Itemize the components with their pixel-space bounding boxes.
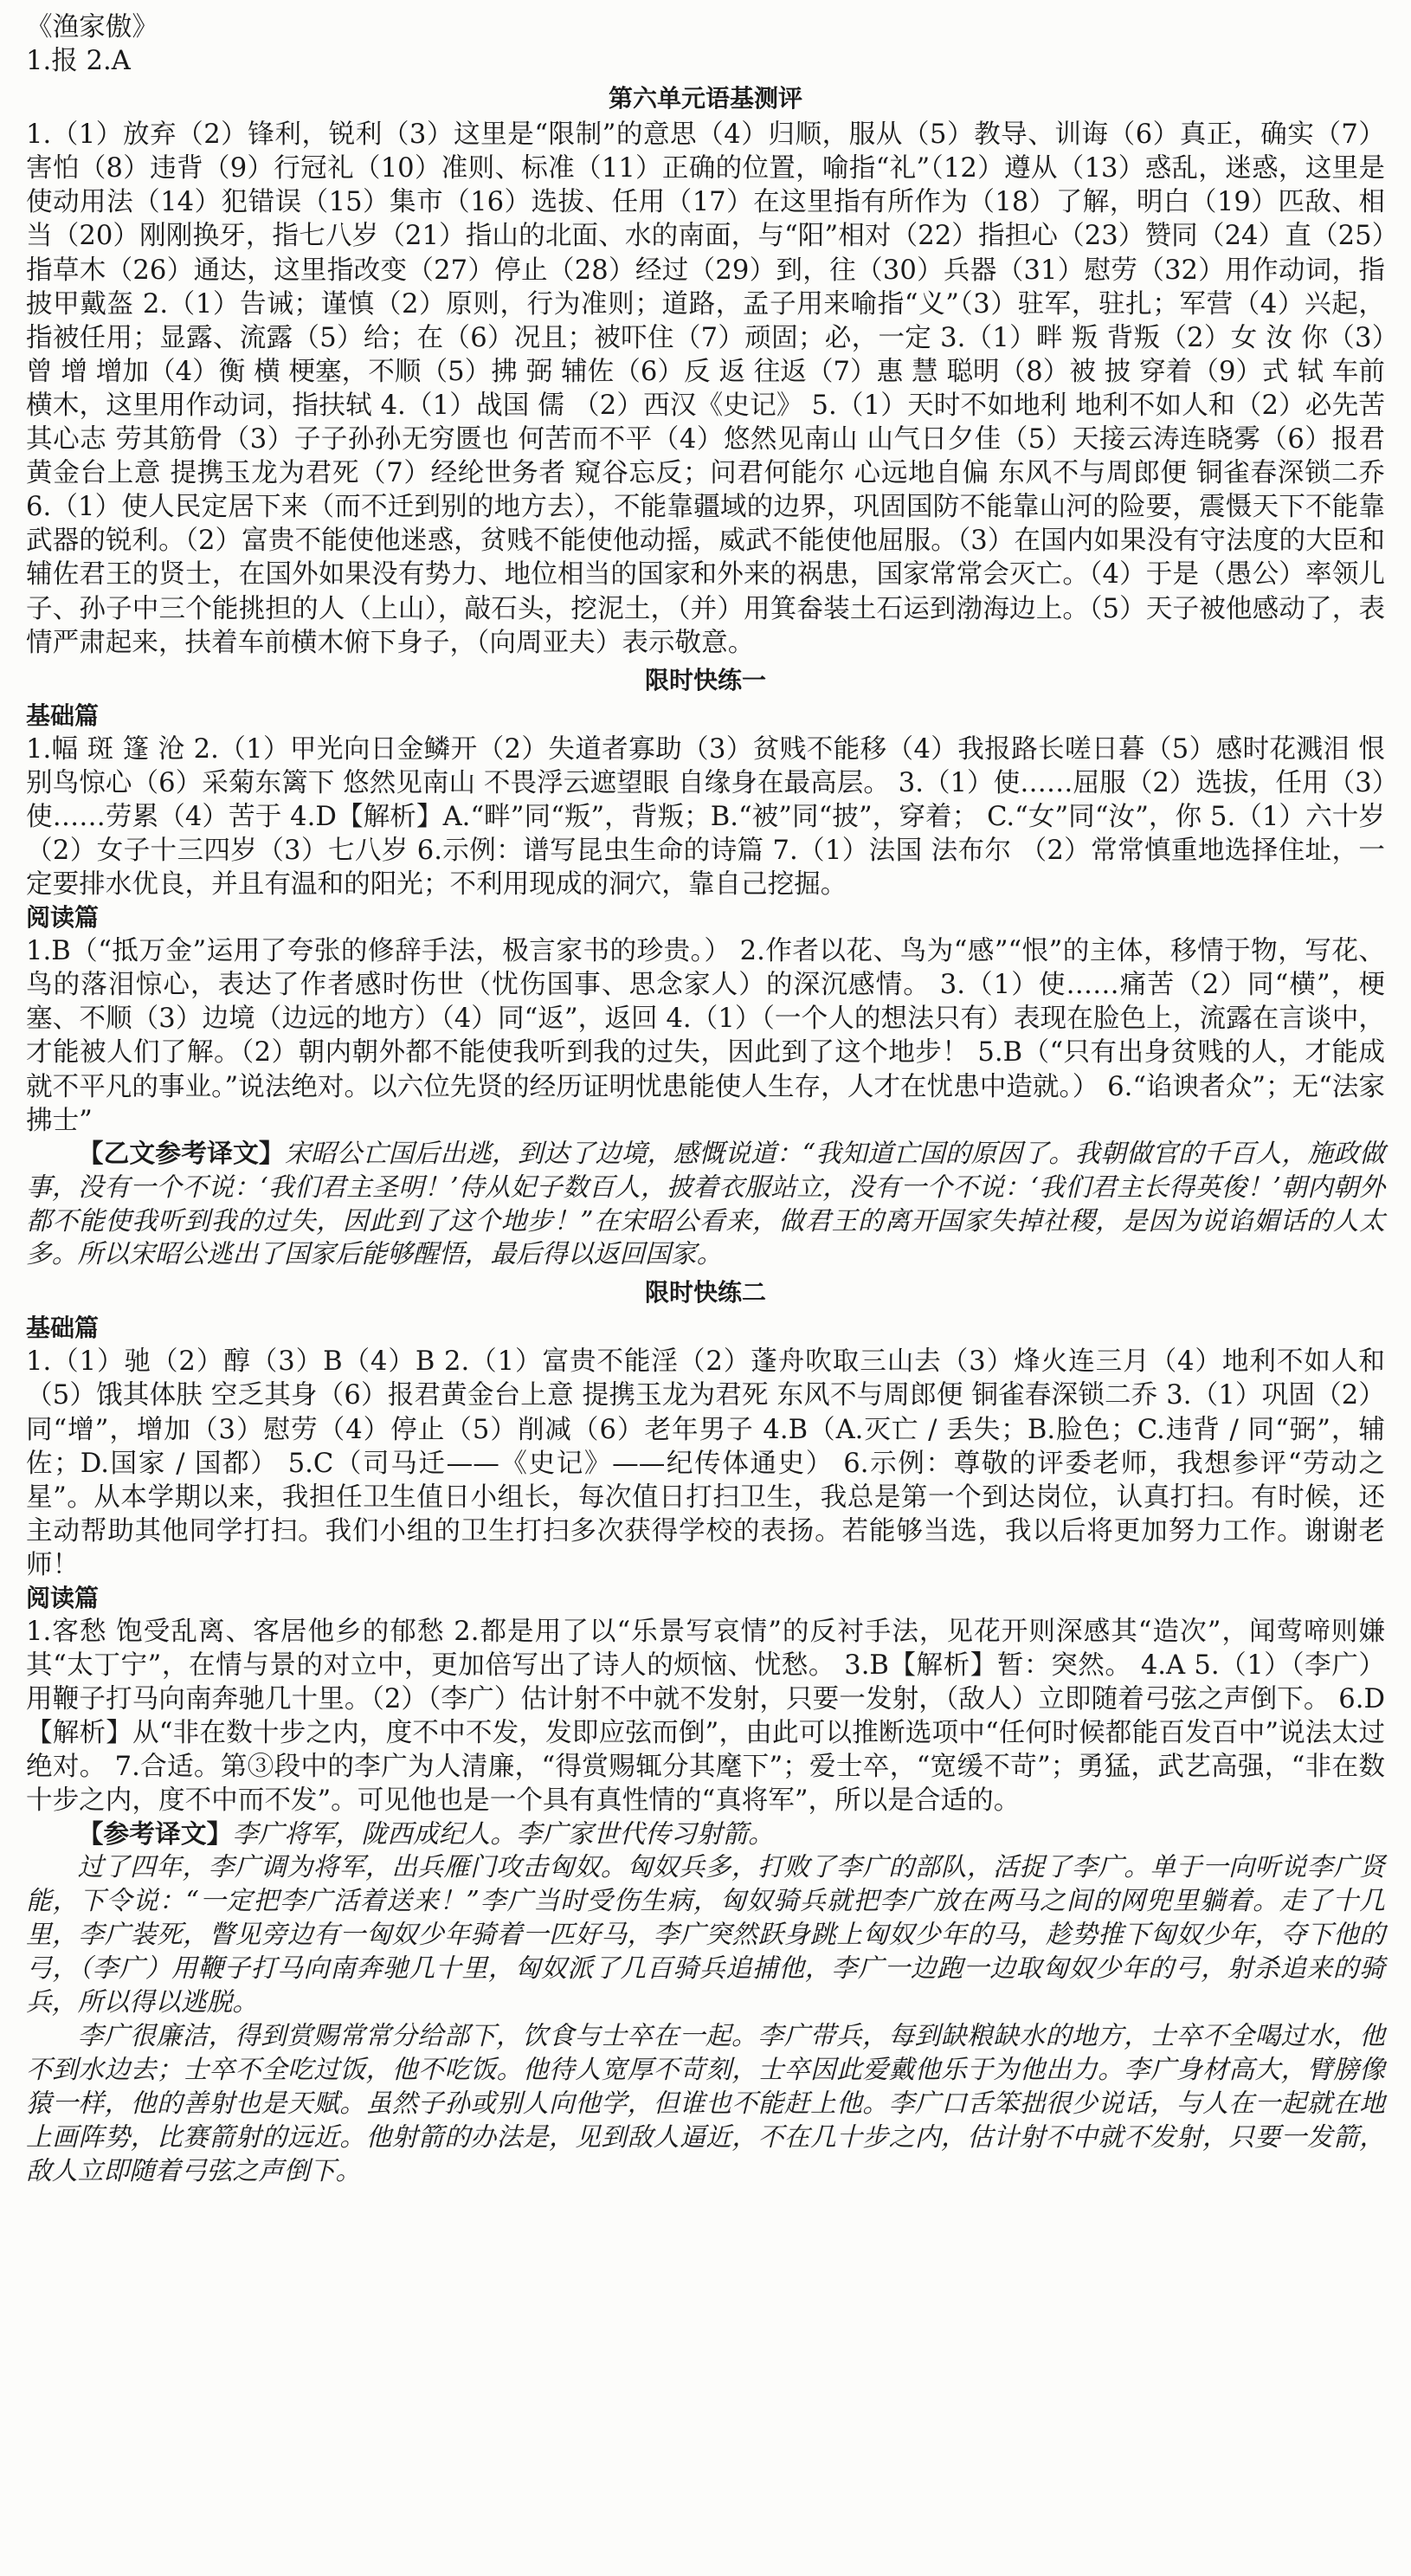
drill2-translation-intro bbox=[26, 1818, 1385, 1852]
poem-answers: 1.报 2.A bbox=[26, 46, 131, 77]
poem-title: 《渔家傲》 bbox=[26, 12, 158, 42]
drill2-basics-label: 基础篇 bbox=[26, 1314, 100, 1343]
section-heading-drill2: 限时快练二 bbox=[644, 1278, 766, 1307]
drill1-reading-answers: 1.B（“抵万金”运用了夸张的修辞手法，极言家书的珍贵。） 2.作者以花、鸟为“感”“恨”的主体，移情于物，写花、鸟的落泪惊心，表达了作者感时伤世（忧伤国事、思念家人）的深沉感情。 3.（1）使……痛苦（2）同“横”，梗塞、不顺（3）边境（边远的地方）（4）同“返”，返回 4.（1）（一个人的想法只有）表现在脸色上，流露在言谈中，才能被人们了解。（2）朝内朝外都不能使我听到我的过失，因此到了这个地步！ 5.B（“只有出身贫贱的人，才能成就不平凡的事业。”说法绝对。以六位先贤的经历证明忧患能使人生存，人才在忧患中造就。） 6.“谄谀者众”；无“法家拂士” bbox=[26, 936, 1385, 1136]
drill2-translation-para-3: 李广很廉洁，得到赏赐常常分给部下，饮食与士卒在一起。李广带兵，每到缺粮缺水的地方，士卒不全喝过水，他不到水边去；士卒不全吃过饭，他不吃饭。他待人宽厚不苛刻，士卒因此爱戴他乐于为他出力。李广身材高大，臂膀像猿一样，他的善射也是天赋。虽然子孙或别人向他学，但谁也不能赶上他。李广口舌笨拙很少说话，与人在一起就在地上画阵势，比赛箭射的远近。他射箭的办法是，见到敌人逼近，不在几十步之内，估计射不中就不发射，只要一发箭，敌人立即随着弓弦之声倒下。 bbox=[26, 2021, 1385, 2186]
drill2-reading-answers: 1.客愁 饱受乱离、客居他乡的郁愁 2.都是用了以“乐景写哀情”的反衬手法，见花开则深感其“造次”，闻莺啼则嫌其“太丁宁”，在情与景的对立中，更加倍写出了诗人的烦恼、忧愁。 3.B【解析】暂：突然。 4.A 5.（1）（李广）用鞭子打马向南奔驰几十里。（2）（李广）估计射不中就不发射，只要一发射，（敌人）立即随着弓弦之声倒下。 6.D【解析】从“非在数十步之内，度不中不发，发即应弦而倒”，由此可以推断选项中“任何时候都能百发百中”说法太过绝对。 7.合适。第③段中的李广为人清廉，“得赏赐辄分其麾下”；爱士卒，“宽缓不苛”；勇猛，武艺高强，“非在数十步之内，度不中而不发”。可见他也是一个具有真性情的“真将军”，所以是合适的。 bbox=[26, 1617, 1385, 1817]
drill1-translation bbox=[26, 1138, 1385, 1273]
drill1-basics-label: 基础篇 bbox=[26, 700, 100, 730]
drill2-translation-text-1: 李广将军，陇西成纪人。李广家世代传习射箭。 bbox=[232, 1818, 775, 1850]
drill1-basics-answers: 1.幅 斑 篷 沧 2.（1）甲光向日金鳞开（2）失道者寡助（3）贫贱不能移（4）我报路长嗟日暮（5）感时花溅泪 恨别鸟惊心（6）采菊东篱下 悠然见南山 不畏浮云遮望眼 自缘身在最高层。 3.（1）使……屈服（2）选拔，任用（3）使……劳累（4）苦于 4.D【解析】A.“畔”同“叛”，背叛；B.“被”同“披”，穿着； C.“女”同“汝”，你 5.（1）六十岁 （2）女子十三四岁（3）七八岁 6.示例：谱写昆虫生命的诗篇 7.（1）法国 法布尔 （2）常常慎重地选择住址，一定要排水优良，并且有温和的阳光；不利用现成的洞穴，靠自己挖掘。 bbox=[26, 733, 1385, 901]
section-heading-unit6: 第六单元语基测评 bbox=[608, 84, 802, 113]
drill1-reading-label: 阅读篇 bbox=[26, 903, 100, 933]
drill2-translation-para-2: 过了四年，李广调为将军，出兵雁门攻击匈奴。匈奴兵多，打败了李广的部队，活捉了李广。单于一向听说李广贤能，下令说：“一定把李广活着送来！”李广当时受伤生病，匈奴骑兵就把李广放在两马之间的网兜里躺着。走了十几里，李广装死，瞥见旁边有一匈奴少年骑着一匹好马，李广突然跃身跳上匈奴少年的马，趁势推下匈奴少年，夺下他的弓，（李广）用鞭子打马向南奔驰几十里，匈奴派了几百骑兵追捕他，李广一边跑一边取匈奴少年的弓，射杀追来的骑兵，所以得以逃脱。 bbox=[26, 1852, 1385, 2018]
drill2-basics-answers: 1.（1）驰（2）醇（3）B（4）B 2.（1）富贵不能淫（2）蓬舟吹取三山去（3）烽火连三月（4）地利不如人和（5）饿其体肤 空乏其身（6）报君黄金台上意 提携玉龙为君死 东风不与周郎便 铜雀春深锁二乔 3.（1）巩固（2）同“增”，增加（3）慰劳（4）停止（5）削减（6）老年男子 4.B（A.灭亡 / 丢失；B.脸色；C.违背 / 同“弼”，辅佐；D.国家 / 国都） 5.C（司马迁——《史记》——纪传体通史） 6.示例：尊敬的评委老师，我想参评“劳动之星”。从本学期以来，我担任卫生值日小组长，每次值日打扫卫生，我总是第一个到达岗位，认真打扫。有时候，还主动帮助其他同学打扫。我们小组的卫生打扫多次获得学校的表扬。若能够当选，我以后将更加努力工作。谢谢老师！ bbox=[26, 1346, 1385, 1580]
drill2-translation-label: 【参考译文】 bbox=[77, 1818, 233, 1850]
drill1-translation-label: 【乙文参考译文】 bbox=[77, 1138, 285, 1169]
section-heading-drill1: 限时快练一 bbox=[644, 665, 766, 694]
drill2-reading-label: 阅读篇 bbox=[26, 1584, 100, 1612]
unit6-answers: 1.（1）放弃（2）锋利，锐利（3）这里是“限制”的意思（4）归顺，服从（5）教导、训诲（6）真正，确实（7）害怕（8）违背（9）行冠礼（10）准则、标准（11）正确的位置，喻指“礼”（12）遵从（13）惑乱，迷惑，这里是使动用法（14）犯错误（15）集市（16）选拔、任用（17）在这里指有所作为（18）了解，明白（19）匹敌、相当（20）刚刚换牙，指七八岁（21）指山的北面、水的南面，与“阳”相对（22）指担心（23）赞同（24）直（25）指草木（26）通达，这里指改变（27）停止（28）经过（29）到，往（30）兵器（31）慰劳（32）用作动词，指披甲戴盔 2.（1）告诫；谨慎（2）原则，行为准则；道路，孟子用来喻指“义”（3）驻军，驻扎；军营（4）兴起，指被任用；显露、流露（5）给；在（6）况且；被吓住（7）顽固；必，一定 3.（1）畔 叛 背叛（2）女 汝 你（3）曾 增 增加（4）衡 横 梗塞，不顺（5）拂 弼 辅佐（6）反 返 往返（7）惠 慧 聪明（8）被 披 穿着（9）式 轼 车前横木，这里用作动词，指扶轼 4.（1）战国 儒 （2）西汉《史记》 5.（1）天时不如地利 地利不如人和（2）必先苦其心志 劳其筋骨（3）子子孙孙无穷匮也 何苦而不平（4）悠然见南山 山气日夕佳（5）天接云涛连晓雾（6）报君黄金台上意 提携玉龙为君死（7）经纶世务者 窥谷忘反；问君何能尔 心远地自偏 东风不与周郎便 铜雀春深锁二乔 6.（1）使人民定居下来（而不迁到别的地方去），不能靠疆域的边界，巩固国防不能靠山河的险要，震慑天下不能靠武器的锐利。（2）富贵不能使他迷惑，贫贱不能使他动摇，威武不能使他屈服。（3）在国内如果没有守法度的大臣和辅佐君王的贤士，在国外如果没有势力、地位相当的国家和外来的祸患，国家常常会灭亡。（4）于是（愚公）率领儿子、孙子中三个能挑担的人（上山），敲石头，挖泥土，（并）用箕畚装土石运到渤海边上。（5）天子被他感动了，表情严肃起来，扶着车前横木俯下身子，（向周亚夫）表示敬意。 bbox=[26, 119, 1385, 658]
drill1-translation-text: 宋昭公亡国后出逃，到达了边境，感慨说道：“我知道亡国的原因了。我朝做官的千百人，施政做事，没有一个不说：‘我们君主圣明！’侍从妃子数百人，披着衣服站立，没有一个不说：‘我们君主长得英俊！’朝内朝外都不能使我听到我的过失，因此到了这个地步！”在宋昭公看来，做君王的离开国家失掉社稷，是因为说谄媚话的人太多。所以宋昭公逃出了国家后能够醒悟，最后得以返回国家。 bbox=[26, 1138, 1386, 1270]
